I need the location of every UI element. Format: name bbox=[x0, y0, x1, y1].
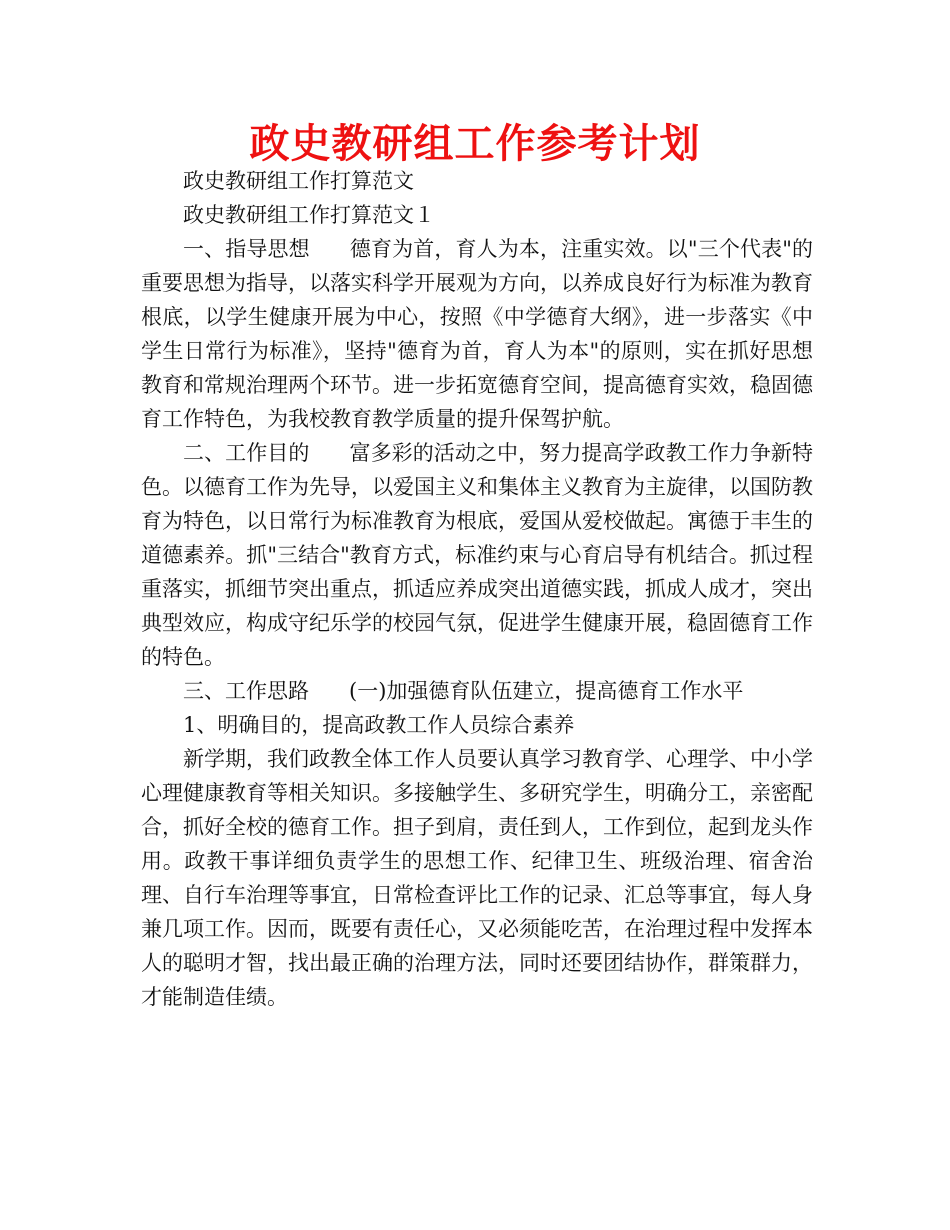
paragraph-6-lead: 1、明确目的，提高政教工作人员综合素养 bbox=[183, 713, 575, 737]
paragraph-3 bbox=[141, 232, 813, 436]
paragraph-4-text: 富多彩的活动之中，努力提高学政教工作力争新特色。以德育工作为先导，以爱国主义和集体主义教育为主旋律，以国防教育为特色，以日常行为标准教育为根底，爱国从爱校做起。寓德于丰生的道德素养。抓"三结合"教育方式，标准约束与心育启导有机结合。抓过程重落实，抓细节突出重点，抓适应养成突出道德实践，抓成人成才，突出典型效应，构成守纪乐学的校园气氛，促进学生健康开展，稳固德育工作的特色。 bbox=[141, 441, 814, 669]
paragraph-3-text: 德育为首，育人为本，注重实效。以"三个代表"的重要思想为指导，以落实科学开展观为方向，以养成良好行为标准为教育根底，以学生健康开展为中心，按照《中学德育大纲》，进一步落实《中学生日常行为标准》，坚持"德育为首，育人为本"的原则，实在抓好思想教育和常规治理两个环节。进一步拓宽德育空间，提高德育实效，稳固德育工作特色，为我校教育教学质量的提升保驾护航。 bbox=[141, 237, 813, 431]
paragraph-2-lead: 政史教研组工作打算范文１ bbox=[183, 203, 435, 227]
paragraph-2 bbox=[141, 198, 813, 232]
paragraph-3-lead: 一、指导思想 bbox=[183, 237, 310, 261]
paragraph-4 bbox=[141, 436, 813, 674]
paragraph-5-lead: 三、工作思路 bbox=[183, 679, 309, 703]
document-body bbox=[141, 164, 813, 1014]
paragraph-1-lead: 政史教研组工作打算范文 bbox=[183, 169, 414, 193]
paragraph-6 bbox=[141, 708, 813, 742]
document-title: 政史教研组工作参考计划 bbox=[249, 120, 701, 167]
paragraph-7 bbox=[141, 742, 813, 1014]
paragraph-5 bbox=[141, 674, 813, 708]
paragraph-1 bbox=[141, 164, 813, 198]
paragraph-7-text: 新学期，我们政教全体工作人员要认真学习教育学、心理学、中小学心理健康教育等相关知识。多接触学生、多研究学生，明确分工，亲密配合，抓好全校的德育工作。担子到肩，责任到人，工作到位，起到龙头作用。政教干事详细负责学生的思想工作、纪律卫生、班级治理、宿舍治理、自行车治理等事宜，日常检查评比工作的记录、汇总等事宜，每人身兼几项工作。因而，既要有责任心，又必须能吃苦，在治理过程中发挥本人的聪明才智，找出最正确的治理方法，同时还要团结协作，群策群力，才能制造佳绩。 bbox=[141, 747, 813, 1009]
paragraph-5-text: (一)加强德育队伍建立，提高德育工作水平 bbox=[349, 679, 744, 703]
paragraph-4-lead: 二、工作目的 bbox=[183, 441, 310, 465]
